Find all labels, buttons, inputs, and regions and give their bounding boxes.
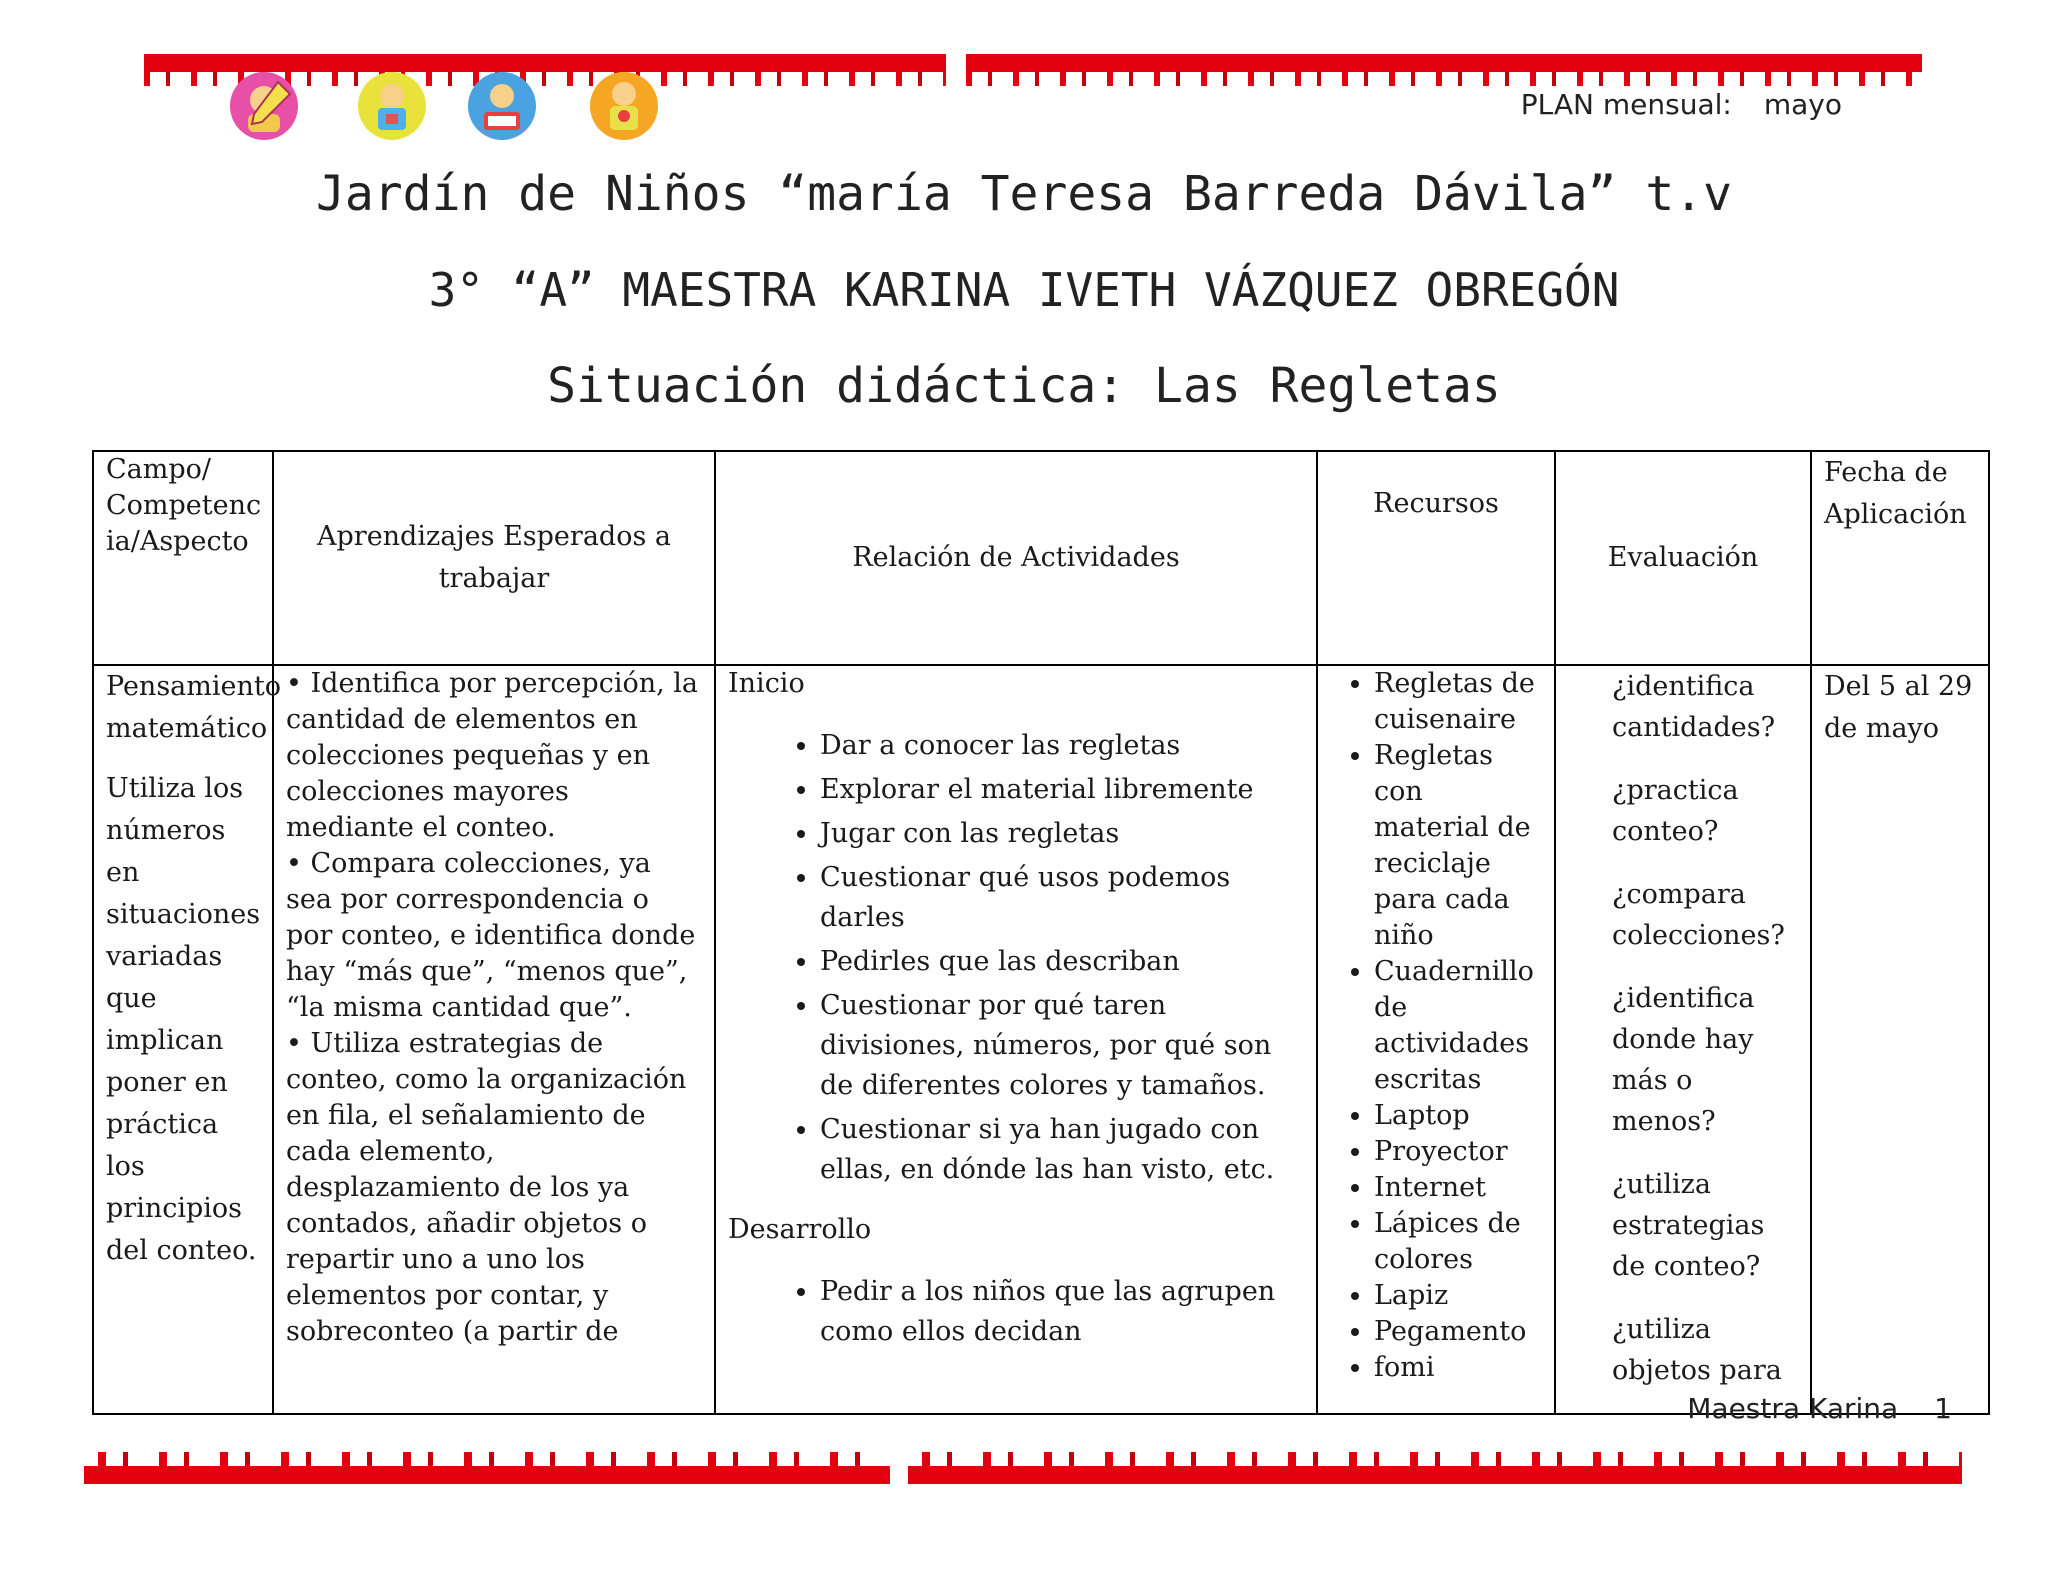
plan-label-text: PLAN mensual: [1520,88,1732,121]
list-item: • Laptop [1374,1098,1542,1134]
inicio-label: Inicio [728,668,805,699]
top-right-border [966,54,1922,72]
header-fecha-line: Aplicación [1824,499,1967,530]
evaluation-question: ¿practica conteo? [1612,775,1739,847]
learning-item: • Compara colecciones, ya sea por correspondencia o por conteo, e identifica donde hay “más que”, “menos que”, “la misma cantidad que”. [286,846,702,1026]
list-item: • Proyector [1374,1134,1542,1170]
reading-kid-icon [466,70,538,142]
header-campo-line: ia/Aspecto [106,526,249,557]
bottom-right-border [908,1466,1962,1484]
list-item: • Dar a conocer las regletas [820,726,1304,766]
header-campo-line: Campo/ [106,454,211,485]
plan-month: mayo [1763,88,1842,121]
list-item: • Explorar el material libremente [820,770,1304,810]
recursos-cell [1317,665,1555,1414]
desarrollo-list [728,1272,1304,1352]
list-item: • Cuestionar qué usos podemos darles [820,858,1304,938]
list-item: • Lápices de colores [1374,1206,1542,1278]
header-aprendizajes [273,451,715,665]
evaluation-question: ¿compara colecciones? [1612,879,1785,951]
recursos-list [1330,666,1542,1386]
header-recursos: Recursos [1317,451,1555,665]
aprendizajes-cell [273,665,715,1414]
list-item: • Regletas con material de reciclaje para cada niño [1374,738,1542,954]
puzzle-kid-icon [356,70,428,142]
header-aprendizajes-line: trabajar [438,563,550,594]
table-header-row [93,451,1989,665]
list-item: • Cuadernillo de actividades escritas [1374,954,1542,1098]
list-item: • Lapiz [1374,1278,1542,1314]
evaluacion-cell [1555,665,1811,1414]
plan-label [1521,88,1842,121]
fecha-cell: Del 5 al 29 de mayo [1811,665,1989,1414]
list-item: • fomi [1374,1350,1542,1386]
painting-kid-icon [588,70,660,142]
campo-cell [93,665,281,1414]
list-item: • Internet [1374,1170,1542,1206]
header-fecha-line: Fecha de [1824,457,1948,488]
campo-field: Pensamiento matemático [106,671,281,744]
header-campo-line: Competenc [106,490,262,521]
header-fecha [1811,451,1989,665]
inicio-list [728,726,1304,1190]
evaluation-question: ¿utiliza objetos para [1612,1314,1782,1386]
evaluation-question: ¿identifica cantidades? [1612,671,1776,743]
learning-item: • Identifica por percepción, la cantidad de elementos en colecciones pequeñas y en colecciones mayores mediante el conteo. [286,666,702,846]
pencil-kid-icon [228,70,300,142]
school-name: Jardín de Niños “maría Teresa Barreda Dávila” t.v [315,166,1733,222]
didactic-situation: Situación didáctica: Las Regletas [547,358,1501,414]
list-item: • Regletas de cuisenaire [1374,666,1542,738]
evaluation-question: ¿utiliza estrategias de conteo? [1612,1169,1765,1282]
actividades-cell [715,665,1317,1414]
list-item: • Pedirles que las describan [820,942,1304,982]
list-item: • Pegamento [1374,1314,1542,1350]
list-item: • Cuestionar si ya han jugado con ellas, en dónde las han visto, etc. [820,1110,1304,1190]
list-item: • Cuestionar por qué taren divisiones, números, por qué son de diferentes colores y tamaños. [820,986,1304,1106]
header-campo [93,451,273,665]
table-body-row [93,665,1989,1414]
header-actividades: Relación de Actividades [715,451,1317,665]
page-footer [1687,1392,1952,1425]
list-item: • Jugar con las regletas [820,814,1304,854]
campo-competence: Utiliza los números en situaciones variadas que implican poner en práctica los principios del conteo. [106,773,261,1266]
list-item: • Pedir a los niños que las agrupen como ellos decidan [820,1272,1304,1352]
page-number: 1 [1934,1392,1952,1425]
learning-item: • Utiliza estrategias de conteo, como la organización en fila, el señalamiento de cada elemento, desplazamiento de los ya contados, añadir objetos o repartir uno a uno los elementos por contar, y sobreconteo (a partir de [286,1026,702,1350]
header-aprendizajes-line: Aprendizajes Esperados a [317,521,671,552]
bottom-left-border [84,1466,890,1484]
footer-author: Maestra Karina [1687,1392,1899,1425]
group-teacher: 3° “A” MAESTRA KARINA IVETH VÁZQUEZ OBREGÓN [428,263,1620,317]
plan-table [92,450,1990,1415]
header-evaluacion: Evaluación [1555,451,1811,665]
evaluation-question: ¿identifica donde hay más o menos? [1612,983,1755,1137]
desarrollo-label: Desarrollo [728,1214,872,1245]
